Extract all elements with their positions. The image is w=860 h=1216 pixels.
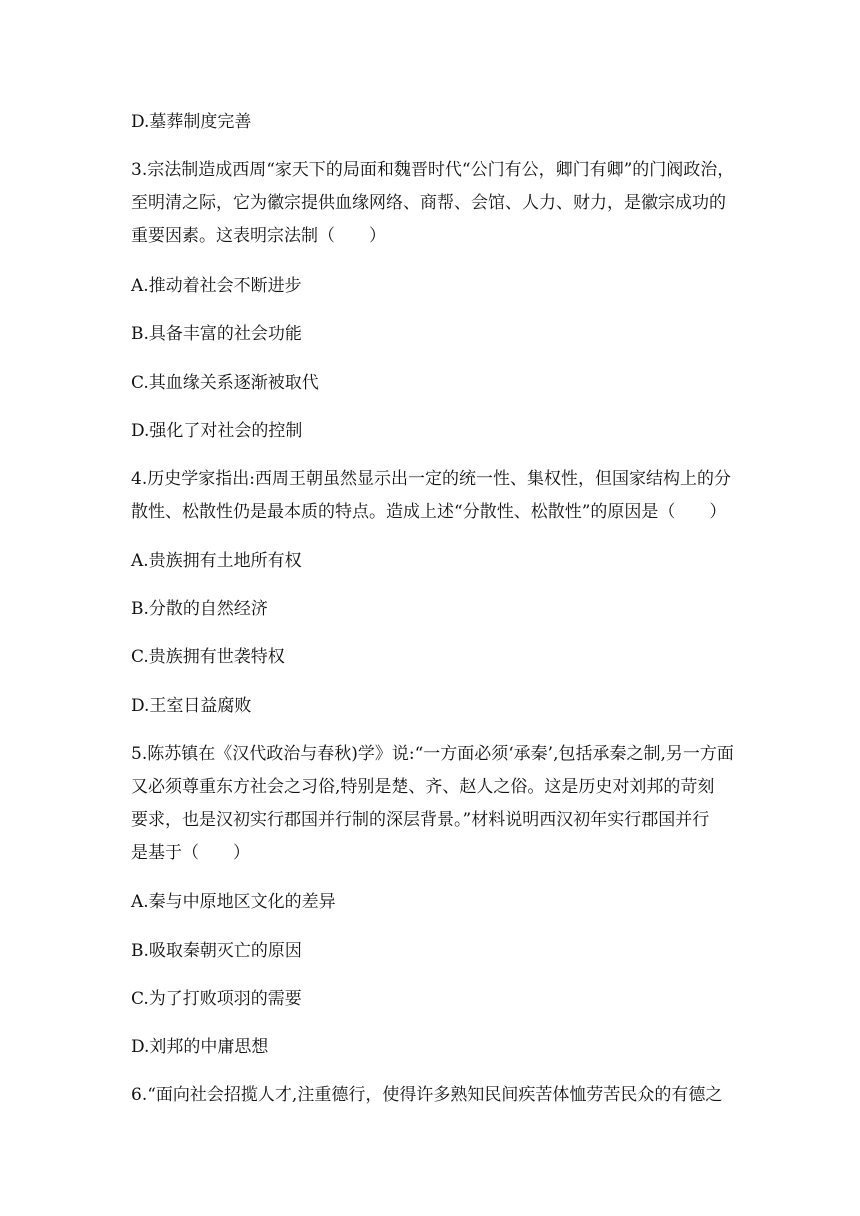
q3-option-b: B.具备丰富的社会功能	[131, 324, 302, 344]
q4-stem-line-1: 4.历史学家指出:西周王朝虽然显示出一定的统一性、集权性，但国家结构上的分	[131, 469, 731, 489]
q5-option-a: A.秦与中原地区文化的差异	[131, 892, 336, 912]
q4-option-a: A.贵族拥有土地所有权	[131, 551, 302, 571]
q4-option-d: D.王室日益腐败	[131, 696, 252, 716]
q5-stem-line-4: 是基于（ ）	[131, 843, 250, 863]
q5-stem-line-3: 要求，也是汉初实行郡国并行制的深层背景。”材料说明西汉初年实行郡国并行	[131, 810, 710, 830]
q3-stem-line-1: 3.宗法制造成西周“家天下的局面和魏晋时代“公门有公，卿门有卿”的门阀政治，	[131, 160, 735, 180]
q4-option-b: B.分散的自然经济	[131, 599, 268, 619]
q3-stem-line-3: 重要因素。这表明宗法制（ ）	[131, 226, 386, 246]
q5-option-b: B.吸取秦朝灭亡的原因	[131, 941, 302, 961]
q3-option-d: D.强化了对社会的控制	[131, 421, 303, 441]
q5-option-d: D.刘邦的中庸思想	[131, 1037, 269, 1057]
q5-stem-line-1: 5.陈苏镇在《汉代政治与春秋)学》说:“一方面必须‘承秦’,包括承秦之制,另一方面	[131, 744, 734, 764]
q5-option-c: C.为了打败项羽的需要	[131, 989, 302, 1009]
q4-option-c: C.贵族拥有世袭特权	[131, 647, 285, 667]
q3-option-a: A.推动着社会不断进步	[131, 276, 302, 296]
q6-stem-line-1: 6.“面向社会招揽人才,注重德行，使得许多熟知民间疾苦体恤劳苦民众的有德之	[131, 1085, 723, 1105]
q5-stem-line-2: 又必须尊重东方社会之习俗,特别是楚、齐、赵人之俗。这是历史对刘邦的苛刻	[131, 777, 715, 797]
q3-stem-line-2: 至明清之际，它为徽宗提供血缘网络、商帮、会馆、人力、财力，是徽宗成功的	[131, 193, 726, 213]
q2-option-d: D.墓葬制度完善	[131, 112, 252, 132]
q3-option-c: C.其血缘关系逐渐被取代	[131, 373, 319, 393]
q4-stem-line-2: 散性、松散性仍是最本质的特点。造成上述“分散性、松散性”的原因是（ ）	[131, 502, 727, 522]
